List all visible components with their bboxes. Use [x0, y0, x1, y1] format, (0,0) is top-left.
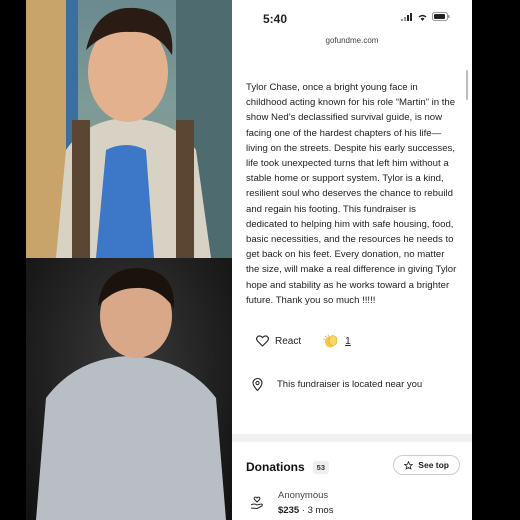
photo-boy-portrait: [26, 258, 232, 520]
section-divider: [232, 434, 472, 442]
status-bar: [232, 0, 472, 34]
fundraiser-story: Tylor Chase, once a bright young face in childhood acting known for his role “Martin” in the show Ned’s declassified survival guide, is now facing one of the hardest chapters of his life—living on the streets. Despite his early successes, life took unexpected turns that left him without a stable home or support system. Tylor is a kind, resilient soul who deserves the chance to rebuild and regain his footing. This fundraiser is dedicated to helping him with safe housing, food, basic necessities, and the resources he needs to get back on his feet. Every donation, no matter the size, will make a real difference in giving Tylor hope and stability as he works toward a brighter future. Thank you so much !!!!!: [246, 82, 457, 306]
scrollbar[interactable]: [466, 70, 468, 100]
status-time: 5:40: [263, 12, 288, 26]
location-row: [252, 378, 422, 391]
status-icons: [401, 12, 450, 21]
donations-title: Donations: [246, 460, 305, 474]
react-label: React: [275, 335, 302, 347]
wifi-icon: [417, 13, 428, 21]
see-top-button[interactable]: [393, 455, 460, 475]
phone-screen: [232, 0, 472, 520]
signal-icon: [401, 13, 413, 21]
donation-item: [250, 490, 333, 516]
photo-boy-portrait-illustration: [26, 258, 232, 520]
donation-amount: $235: [278, 505, 300, 516]
photo-boy-backpack: [26, 0, 232, 258]
reaction-count-button[interactable]: [323, 334, 351, 348]
donation-meta: [278, 505, 333, 516]
reaction-count: 1: [345, 335, 351, 347]
donation-time: 3 mos: [307, 505, 334, 516]
photo-boy-backpack-illustration: [26, 0, 232, 258]
donation-separator: ·: [301, 505, 308, 516]
reaction-bar: [256, 334, 351, 348]
see-top-label: See top: [418, 460, 449, 470]
donation-details: [278, 490, 333, 516]
heart-hand-icon: [250, 496, 264, 510]
browser-url[interactable]: gofundme.com: [325, 36, 379, 45]
clapping-hands-icon: [323, 334, 339, 348]
react-button[interactable]: [256, 335, 301, 347]
donations-count-badge: 53: [313, 461, 329, 474]
star-icon: [404, 461, 413, 470]
heart-outline-icon: [256, 335, 269, 347]
battery-icon: [432, 12, 450, 21]
donations-header: [246, 456, 458, 478]
donor-name: Anonymous: [278, 490, 329, 501]
location-text: This fundraiser is located near you: [277, 379, 423, 390]
location-pin-icon: [252, 378, 263, 391]
